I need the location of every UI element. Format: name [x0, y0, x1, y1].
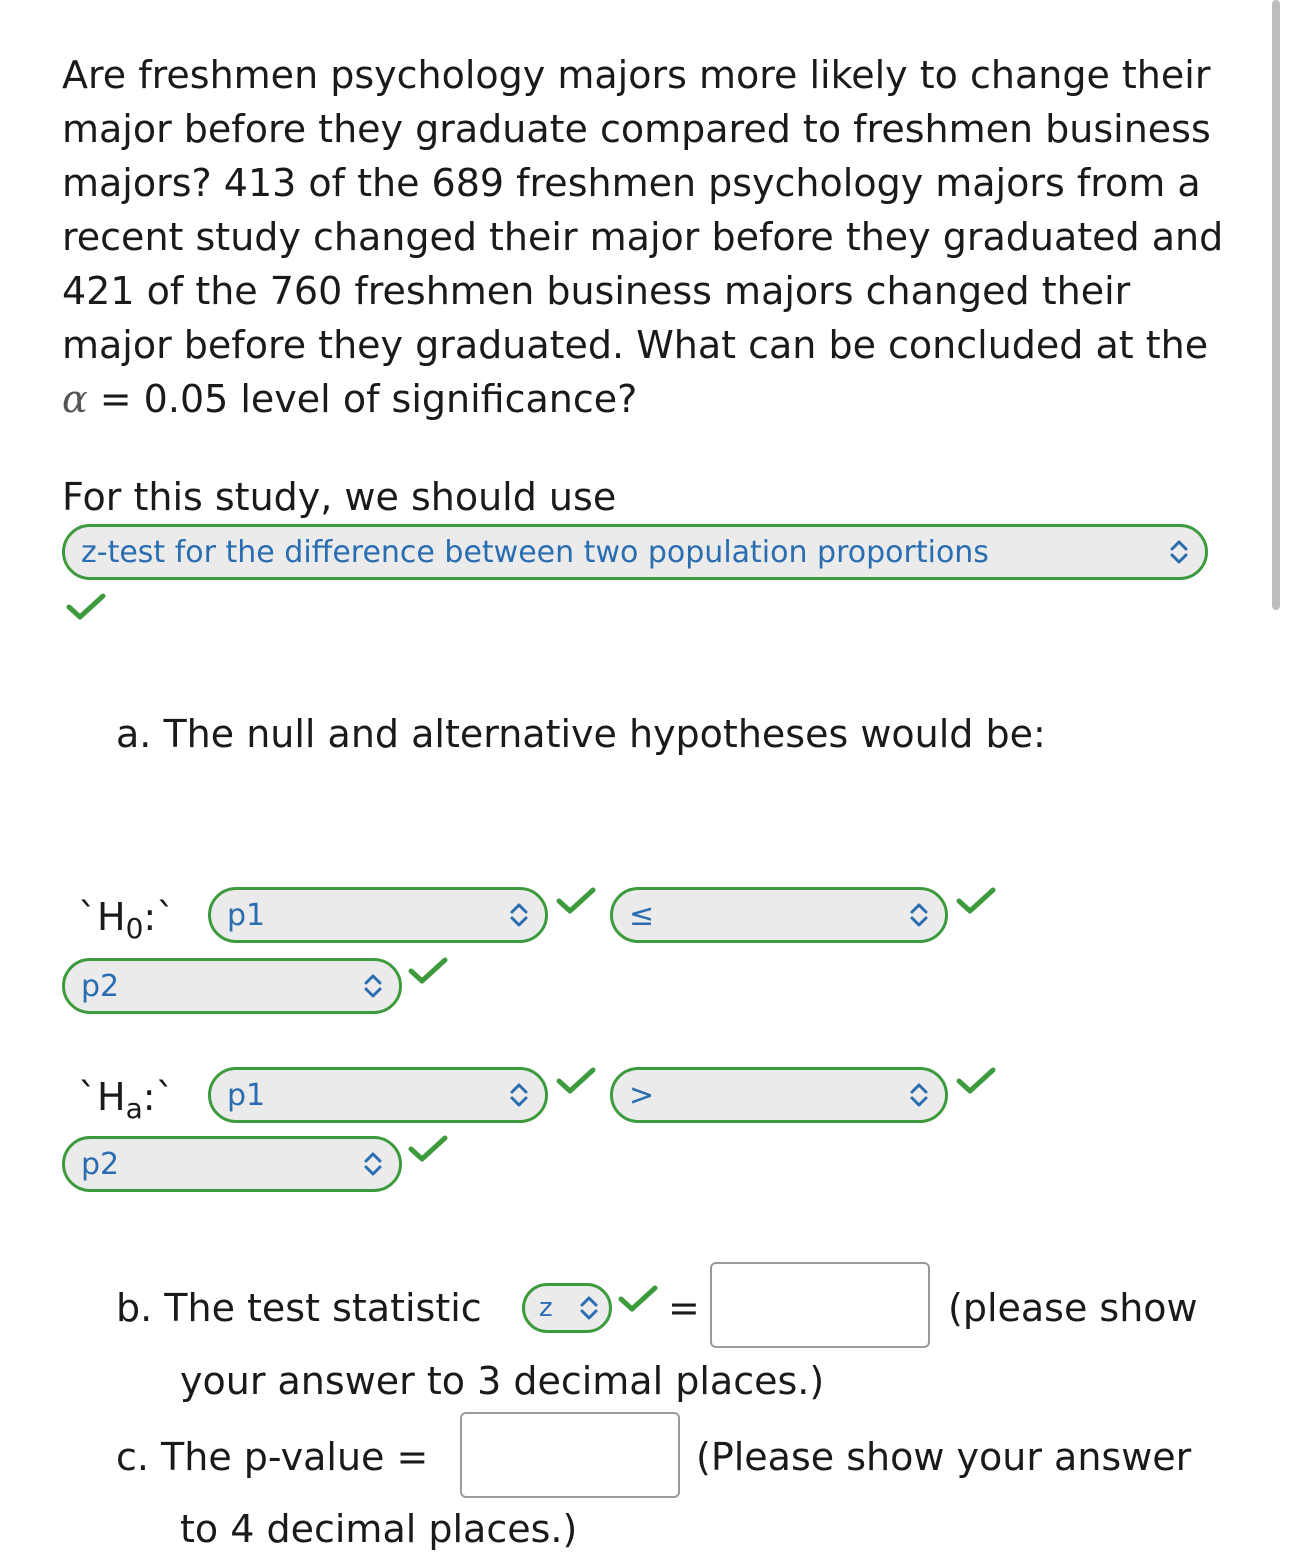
part-a-label: a. The null and alternative hypotheses would be: [116, 712, 1046, 756]
p-value-input[interactable] [460, 1412, 680, 1498]
part-b-label: b. The test statistic [116, 1286, 482, 1330]
test-statistic-value: z [539, 1293, 553, 1323]
h0-label: $`H_0:`$ [78, 895, 176, 945]
check-icon [66, 592, 106, 622]
check-icon [408, 1134, 448, 1164]
part-c-label: c. The p-value = [116, 1435, 429, 1479]
part-b-hint-cont: your answer to 3 decimal places.) [180, 1359, 825, 1403]
chevron-updown-icon [1167, 535, 1191, 569]
equals-sign: = [668, 1286, 700, 1330]
h0-left-value: p1 [227, 897, 266, 933]
part-c-hint: (Please show your answer [696, 1435, 1192, 1479]
part-b-hint: (please show [948, 1286, 1198, 1330]
question-text [62, 48, 1242, 426]
ha-right-value: p2 [81, 1146, 120, 1182]
h0-operator-select[interactable] [610, 887, 948, 943]
ha-operator-select[interactable] [610, 1067, 948, 1123]
test-statistic-select[interactable] [522, 1283, 612, 1333]
alpha-symbol: α [62, 377, 88, 421]
study-label: For this study, we should use [62, 475, 617, 519]
chevron-updown-icon [577, 1291, 601, 1325]
check-icon [956, 886, 996, 916]
chevron-updown-icon [507, 898, 531, 932]
ha-operator-value: > [629, 1077, 655, 1113]
chevron-updown-icon [907, 898, 931, 932]
check-icon [556, 886, 596, 916]
scrollbar[interactable] [1272, 0, 1280, 610]
h0-subscript: 0 [125, 912, 144, 945]
h0-right-value: p2 [81, 968, 120, 1004]
check-icon [408, 956, 448, 986]
h0-left-select[interactable] [208, 887, 548, 943]
part-c-hint-cont: to 4 decimal places.) [180, 1507, 578, 1551]
ha-right-select[interactable] [62, 1136, 402, 1192]
question-alpha-suffix: = 0.05 level of significance? [99, 377, 638, 421]
test-statistic-input[interactable] [710, 1262, 930, 1348]
ha-left-select[interactable] [208, 1067, 548, 1123]
check-icon [618, 1284, 658, 1314]
chevron-updown-icon [907, 1078, 931, 1112]
ha-label: $`H_a:`$ [78, 1075, 175, 1125]
h0-operator-value: ≤ [629, 897, 655, 933]
ha-subscript: a [125, 1092, 143, 1125]
test-type-value: z-test for the difference between two population proportions [81, 534, 989, 570]
chevron-updown-icon [361, 969, 385, 1003]
check-icon [556, 1066, 596, 1096]
test-type-select[interactable] [62, 524, 1208, 580]
h0-right-select[interactable] [62, 958, 402, 1014]
chevron-updown-icon [361, 1147, 385, 1181]
question-body: Are freshmen psychology majors more likely to change their major before they graduate compared to freshmen business majors? 413 of the 689 freshmen psychology majors from a recent study changed their major before they graduated and 421 of the 760 freshmen business majors changed their major before they graduated. What can be concluded at the [62, 53, 1224, 367]
check-icon [956, 1066, 996, 1096]
ha-left-value: p1 [227, 1077, 266, 1113]
chevron-updown-icon [507, 1078, 531, 1112]
